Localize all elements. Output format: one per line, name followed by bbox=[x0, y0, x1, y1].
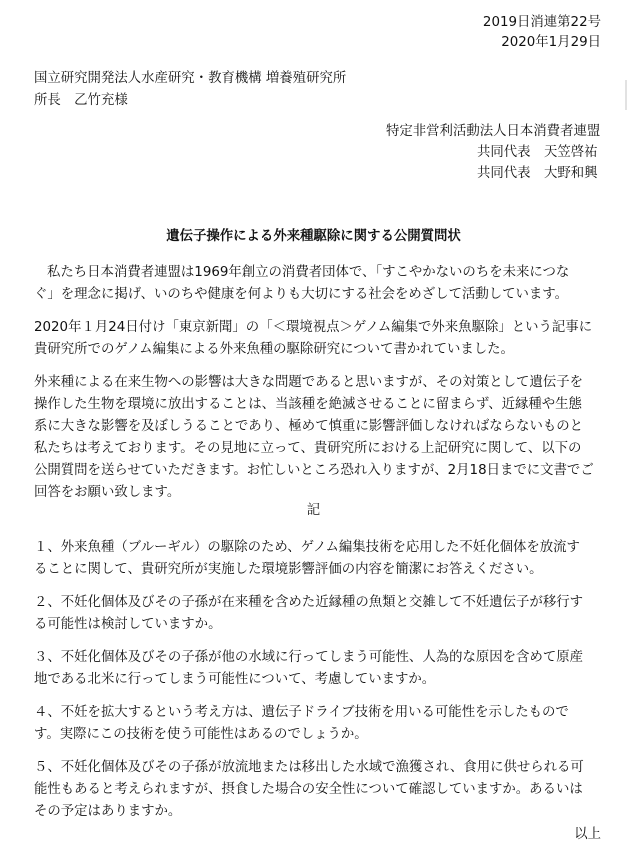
paragraph-line: 回答をお願い致します。 bbox=[34, 485, 181, 500]
question-line: 能性もあると考えられますが、摂食した場合の安全性について確認していますか。あるいは bbox=[34, 782, 583, 797]
paragraph-line: 貴研究所でのゲノム編集による外来魚種の駆除研究について書かれていました。 bbox=[34, 342, 514, 357]
paragraph-line: 私たち日本消費者連盟は1969年創立の消費者団体で、「すこやかないのちを未来につな bbox=[47, 265, 570, 280]
question-line: ３、不妊化個体及びその子孫が他の水域に行ってしまう可能性、人為的な原因を含めて原産 bbox=[34, 650, 584, 665]
paragraph-line: ぐ」を理念に掲げ、いのちや健康を何よりも大切にする社会をめざして活動しています。 bbox=[34, 287, 569, 302]
question-4 bbox=[34, 702, 600, 746]
paragraph-line: 私たちは考えております。その見地に立って、貴研究所における上記研究に関して、以下の bbox=[34, 441, 582, 456]
paragraph-request bbox=[34, 372, 600, 504]
question-line: 地である北米に行ってしまう可能性について、考慮していますか。 bbox=[34, 672, 436, 687]
paragraph-line: 外来種による在来生物への影響は大きな問題であると思いますが、その対策として遺伝子を bbox=[34, 375, 584, 390]
paragraph-intro bbox=[34, 262, 600, 306]
paragraph-article bbox=[34, 317, 600, 361]
document-date: 2020年1月29日 bbox=[501, 35, 601, 50]
question-line: す。実際にこの技術を使う可能性はあるのでしょうか。 bbox=[34, 727, 368, 742]
ki-marker: 記 bbox=[306, 503, 321, 518]
question-line: １、外来魚種（ブルーギル）の駆除のため、ゲノム編集技術を応用した不妊化個体を放流す bbox=[34, 540, 580, 555]
document-title: 遺伝子操作による外来種駆除に関する公開質問状 bbox=[166, 229, 461, 244]
recipient-person: 所長 乙竹充様 bbox=[34, 93, 128, 108]
paragraph-line: 公開質問を送らせていただきます。お忙しいところ恐れ入りますが、2月18日までに文書でご bbox=[34, 463, 594, 478]
paragraph-line: 操作した生物を環境に放出することは、当該種を絶滅させることに留まらず、近縁種や生態 bbox=[34, 397, 582, 412]
paragraph-line: 系に大きな影響を及ぼしうることであり、極めて慎重に影響評価しなければならないものと bbox=[34, 419, 584, 434]
question-line: ２、不妊化個体及びその子孫が在来種を含めた近縁種の魚類と交雑して不妊遺伝子が移行す bbox=[34, 595, 584, 610]
question-2 bbox=[34, 592, 600, 636]
sender-representative-2: 共同代表 大野和興 bbox=[477, 166, 598, 181]
question-5 bbox=[34, 757, 600, 823]
document-number: 2019日消連第22号 bbox=[482, 15, 601, 30]
question-3 bbox=[34, 647, 600, 691]
question-line: その予定はありますか。 bbox=[34, 804, 182, 819]
question-line: ることに関して、貴研究所が実施した環境影響評価の内容を簡潔にお答えください。 bbox=[34, 562, 543, 577]
sender-representative-1: 共同代表 天笠啓祐 bbox=[477, 145, 598, 160]
paragraph-line: 2020年１月24日付け「東京新聞」の「＜環境視点＞ゲノム編集で外来魚駆除」という記事に bbox=[34, 320, 593, 335]
sender-organization: 特定非営利活動法人日本消費者連盟 bbox=[386, 124, 601, 139]
question-line: る可能性は検討していますか。 bbox=[34, 617, 222, 632]
question-line: ４、不妊を拡大するという考え方は、遺伝子ドライブ技術を用いる可能性を示したもので bbox=[34, 705, 569, 720]
closing-mark: 以上 bbox=[574, 827, 601, 842]
question-1 bbox=[34, 537, 600, 581]
recipient-organization: 国立研究開発法人水産研究・教育機構 増養殖研究所 bbox=[34, 71, 347, 86]
question-line: ５、不妊化個体及びその子孫が放流地または移出した水域で漁獲され、食用に供せられる可 bbox=[34, 760, 584, 775]
